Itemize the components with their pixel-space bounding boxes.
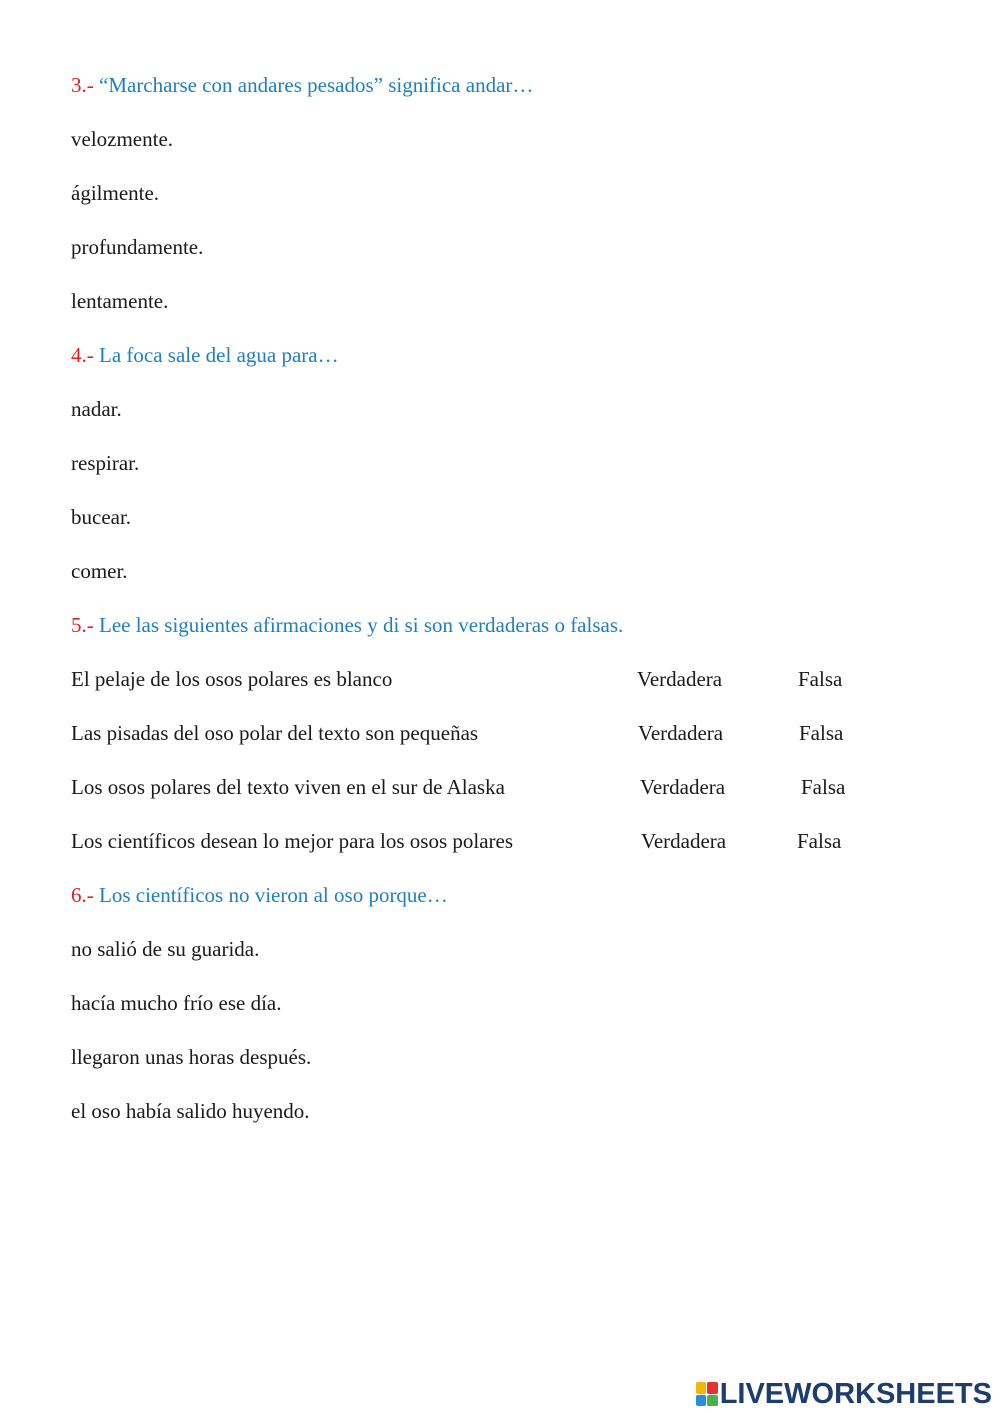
logo-tile <box>696 1382 707 1394</box>
true-option[interactable]: Verdadera <box>641 829 727 853</box>
statement-text: Los osos polares del texto viven en el sur de Alaska <box>71 775 505 799</box>
answer-option[interactable]: respirar. <box>71 451 140 475</box>
answer-option[interactable]: profundamente. <box>71 235 204 259</box>
logo-tile <box>707 1382 718 1394</box>
answer-option[interactable]: comer. <box>71 559 128 583</box>
false-option[interactable]: Falsa <box>798 667 843 691</box>
question-number: 6.- <box>71 883 94 907</box>
logo-tile <box>696 1395 707 1407</box>
statement-text: Los científicos desean lo mejor para los osos polares <box>71 829 514 853</box>
statement-text: Las pisadas del oso polar del texto son pequeñas <box>71 721 479 745</box>
question-5-title <box>71 611 623 639</box>
question-prompt: La foca sale del agua para… <box>99 343 339 367</box>
false-option[interactable]: Falsa <box>797 829 842 853</box>
true-option[interactable]: Verdadera <box>638 721 724 745</box>
question-prompt: “Marcharse con andares pesados” significa andar… <box>99 73 534 97</box>
question-number: 4.- <box>71 343 94 367</box>
answer-option[interactable]: ágilmente. <box>71 181 160 205</box>
liveworksheets-logo <box>696 1377 992 1411</box>
logo-tile <box>707 1395 718 1407</box>
question-4-title <box>71 341 339 369</box>
answer-option[interactable]: el oso había salido huyendo. <box>71 1099 310 1123</box>
answer-option[interactable]: velozmente. <box>71 127 174 151</box>
question-6-title <box>71 881 448 909</box>
answer-option[interactable]: nadar. <box>71 397 122 421</box>
question-number: 5.- <box>71 613 94 637</box>
question-prompt: Los científicos no vieron al oso porque… <box>99 883 448 907</box>
answer-option[interactable]: hacía mucho frío ese día. <box>71 991 282 1015</box>
true-option[interactable]: Verdadera <box>637 667 723 691</box>
question-3-title <box>71 71 533 99</box>
answer-option[interactable]: no salió de su guarida. <box>71 937 260 961</box>
true-option[interactable]: Verdadera <box>640 775 726 799</box>
question-number: 3.- <box>71 73 94 97</box>
false-option[interactable]: Falsa <box>801 775 846 799</box>
question-prompt: Lee las siguientes afirmaciones y di si son verdaderas o falsas. <box>99 613 624 637</box>
false-option[interactable]: Falsa <box>799 721 844 745</box>
answer-option[interactable]: bucear. <box>71 505 132 529</box>
logo-text: LIVEWORKSHEETS <box>719 1377 992 1410</box>
statement-text: El pelaje de los osos polares es blanco <box>71 667 393 691</box>
liveworksheets-logo-icon <box>696 1382 718 1406</box>
answer-option[interactable]: llegaron unas horas después. <box>71 1045 312 1069</box>
answer-option[interactable]: lentamente. <box>71 289 169 313</box>
